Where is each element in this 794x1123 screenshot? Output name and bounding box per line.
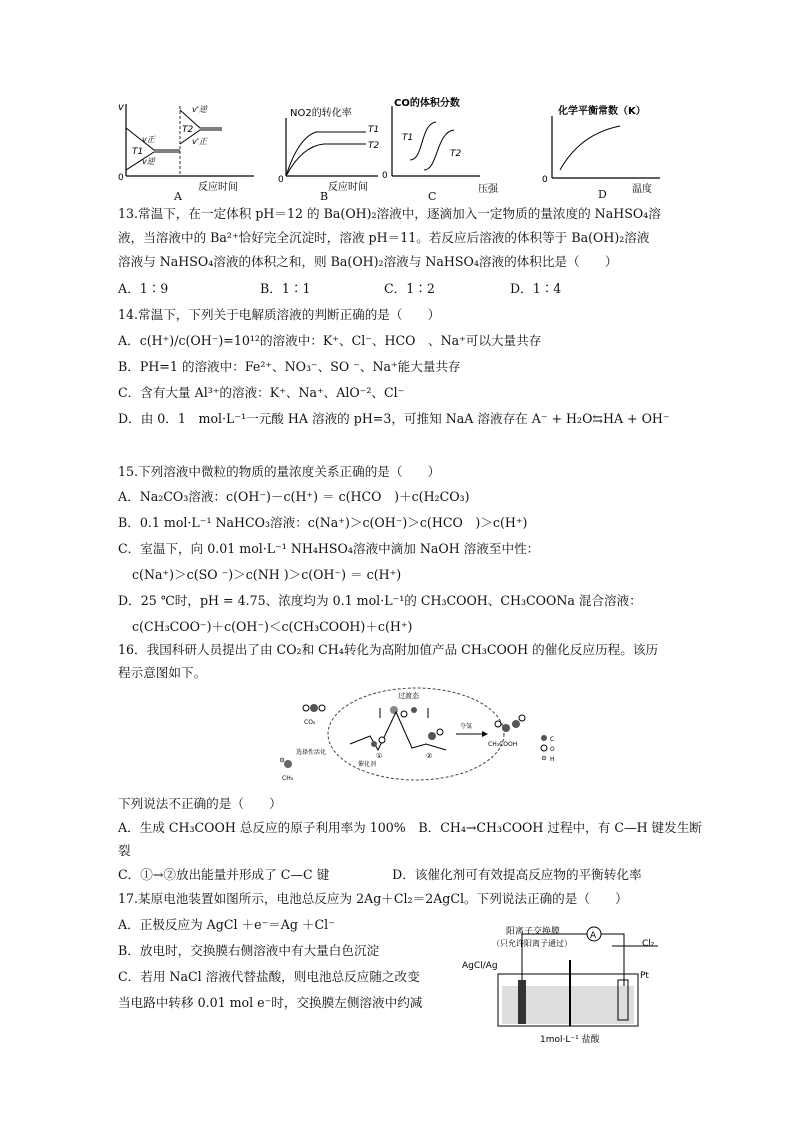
q17-option-a: A．正极反应为 AgCl ＋e⁻＝Ag ＋Cl⁻: [118, 917, 335, 932]
q16-line-2: 程示意图如下。: [118, 665, 207, 680]
fig-b-xlabel: 反应时间: [328, 182, 368, 193]
q15-line-a: A．Na₂CO₃溶液：c(OH⁻)－c(H⁺) ＝ c(HCO )＋c(H₂CO₃): [118, 489, 470, 504]
figure-c: [380, 94, 500, 198]
fig-a-caption: A: [174, 190, 182, 203]
q17-stem: 17.某原电池装置如图所示，电池总反应为 2Ag＋Cl₂＝2AgCl。下列说法正确的是（ ）: [118, 891, 628, 906]
q16-legend-c: C: [550, 736, 555, 743]
fig-b-origin: 0: [278, 175, 284, 185]
q13-line-2: 液，当溶液中的 Ba²⁺恰好完全沉淀时，溶液 pH＝11。若反应后溶液的体积等于 Ba(OH)₂溶液: [118, 230, 650, 245]
q16-label-transition-state: 过渡态: [398, 692, 419, 700]
q14-option-c: C．含有大量 Al³⁺的溶液：K⁺、Na⁺、AlO⁻²、Cl⁻: [118, 385, 405, 400]
figure-a: [112, 98, 262, 198]
q17-membrane-label: 阳离子交换膜: [506, 927, 561, 937]
q14-option-d: D．由 0．1 mol·L⁻¹一元酸 HA 溶液的 pH=3，可推知 NaA 溶液存在 A⁻ + H₂O⇆HA + OH⁻: [118, 411, 670, 426]
fig-a-curve-3: v'逆: [192, 105, 207, 114]
q16-label-hydrogen-abstraction: 夺氢: [460, 723, 473, 730]
q16-label-ch4: CH₄: [282, 775, 294, 782]
q15-stem: 15.下列溶液中微粒的物质的量浓度关系正确的是（ ）: [118, 464, 441, 479]
q13-option-b: B．1∶1: [260, 281, 311, 296]
fig-c-caption: C: [428, 190, 437, 203]
q17-cell-diagram: [462, 920, 676, 1046]
q15-line-c: C．室温下，向 0.01 mol·L⁻¹ NH₄HSO₄溶液中滴加 NaOH 溶液至中性：: [118, 541, 540, 556]
fig-a-curve-1: v正: [142, 135, 155, 144]
q17-option-b: B．放电时，交换膜右侧溶液中有大量白色沉淀: [118, 943, 380, 958]
figure-d: [540, 98, 675, 198]
fig-a-curve-2: v逆: [142, 157, 155, 166]
q14-option-b: B．PH=1 的溶液中：Fe²⁺、NO₃⁻、SO ⁻、Na⁺能大量共存: [118, 359, 461, 374]
fig-c-temp-1: T1: [402, 133, 414, 143]
fig-c-xlabel: 压强: [478, 184, 498, 195]
fig-a-temp-2: T2: [182, 125, 194, 135]
fig-a-xlabel: 反应时间: [198, 182, 238, 193]
q17-electrode-left: AgCl/Ag: [462, 961, 498, 971]
q15-line-b: B．0.1 mol·L⁻¹ NaHCO₃溶液：c(Na⁺)＞c(OH⁻)＞c(HCO )＞c(H⁺): [118, 515, 528, 530]
q17-gas-label: Cl₂: [642, 939, 655, 949]
q16-option-cd: C．①→②放出能量并形成了 C—C 键 D．该催化剂可有效提高反应物的平衡转化率: [118, 867, 642, 882]
q16-legend-o: O: [550, 746, 555, 753]
q13-line-3: 溶液与 NaHSO₄溶液的体积之和，则 Ba(OH)₂溶液与 NaHSO₄溶液的体积比是（ ）: [118, 254, 618, 269]
fig-a-origin: 0: [118, 173, 124, 183]
fig-c-temp-2: T2: [450, 149, 462, 159]
fig-d-xlabel: 温度: [632, 184, 652, 195]
q16-label-step-2: ②: [426, 752, 433, 760]
fig-b-temp-2: T2: [368, 141, 380, 151]
fig-d-ylabel: 化学平衡常数（K）: [558, 106, 646, 117]
q13-option-c: C．1∶2: [384, 281, 435, 296]
q15-line-d: D．25 ℃时，pH = 4.75、浓度均为 0.1 mol·L⁻¹的 CH₃COOH、CH₃COONa 混合溶液：: [118, 593, 642, 608]
q15-line-d2: c(CH₃COO⁻)＋c(OH⁻)＜c(CH₃COOH)＋c(H⁺): [132, 619, 413, 634]
q16-line-1: 16．我国科研人员提出了由 CO₂和 CH₄转化为高附加值产品 CH₃COOH 的催化反应历程。该历: [118, 642, 659, 657]
fig-d-caption: D: [598, 188, 607, 201]
figure-b: [276, 98, 386, 198]
fig-b-ylabel: NO2的转化率: [290, 108, 352, 119]
fig-d-origin: 0: [542, 175, 548, 185]
fig-a-temp-1: T1: [132, 147, 144, 157]
fig-b-temp-1: T1: [368, 125, 380, 135]
q14-stem: 14.常温下，下列关于电解质溶液的判断正确的是（ ）: [118, 307, 441, 322]
q14-option-a: A．c(H⁺)/c(OH⁻)=10¹²的溶液中：K⁺、Cl⁻、HCO 、Na⁺可以大量共存: [118, 333, 542, 348]
fig-c-ylabel: CO的体积分数: [394, 98, 460, 109]
q16-label-step-1: ①: [376, 752, 383, 760]
q13-option-d: D．1∶4: [510, 281, 562, 296]
q16-label-activation: 选择性活化: [296, 749, 327, 756]
q17-electrode-right: Pt: [640, 971, 649, 981]
fig-a-curve-4: v'正: [192, 137, 207, 146]
q16-question: 下列说法不正确的是（ ）: [118, 796, 282, 811]
q15-line-c2: c(Na⁺)＞c(SO ⁻)＞c(NH )＞c(OH⁻) ＝ c(H⁺): [132, 567, 402, 582]
q16-legend-h: H: [550, 756, 555, 763]
q16-label-co2: CO₂: [304, 719, 316, 726]
q17-option-c: C．若用 NaCl 溶液代替盐酸，则电池总反应随之改变: [118, 969, 420, 984]
q13-line-1: 13.常温下，在一定体积 pH＝12 的 Ba(OH)₂溶液中，逐滴加入一定物质的量浓度的 NaHSO₄溶: [118, 206, 661, 221]
q16-label-product: CH₃COOH: [488, 741, 518, 748]
q17-ammeter: A: [590, 931, 597, 941]
fig-a-ylabel: v: [118, 102, 124, 113]
q17-membrane-note: （只允许阳离子通过）: [492, 939, 572, 948]
q17-option-d: 当电路中转移 0.01 mol e⁻时，交换膜左侧溶液中约减: [118, 995, 423, 1010]
q13-option-a: A．1∶9: [118, 281, 169, 296]
q16-option-ab: A．生成 CH₃COOH 总反应的原子利用率为 100% B．CH₄→CH₃COOH 过程中，有 C—H 键发生断: [118, 820, 702, 835]
fig-c-origin: 0: [382, 171, 388, 181]
q16-label-catalyst: 催化剂: [358, 761, 377, 768]
q17-solution-label: 1mol·L⁻¹ 盐酸: [540, 1035, 600, 1045]
q16-reaction-diagram: [276, 684, 576, 784]
q16-option-b-cont: 裂: [118, 843, 131, 858]
fig-b-caption: B: [320, 190, 329, 203]
